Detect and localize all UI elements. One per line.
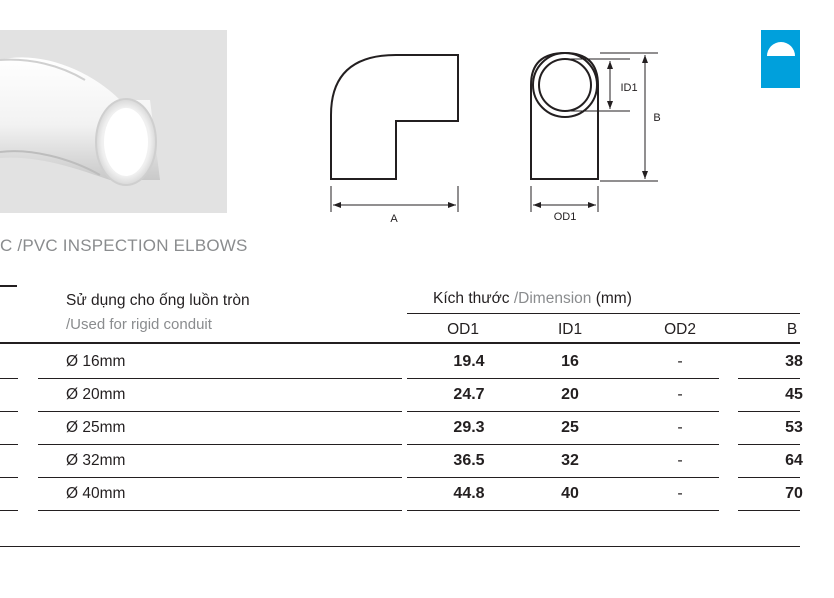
od1-value: 29.3 (453, 419, 485, 436)
label-od1: OD1 (553, 211, 577, 223)
conduit-size: Ø 32mm (66, 452, 126, 469)
od1-value: 19.4 (453, 353, 485, 370)
label-a: A (390, 213, 398, 225)
dimension-header-en: /Dimension (513, 290, 592, 307)
od2-value: - (677, 386, 683, 403)
conduit-size: Ø 20mm (66, 386, 126, 403)
row-divider (38, 510, 402, 511)
id1-value: 16 (561, 353, 579, 370)
b-value: 64 (785, 452, 803, 469)
table-row (0, 477, 803, 510)
table-row (0, 345, 803, 378)
table-row (0, 411, 803, 444)
od2-value: - (677, 419, 683, 436)
id1-value: 25 (561, 419, 579, 436)
technical-drawing (0, 0, 800, 230)
row-divider (407, 510, 719, 511)
conduit-size: Ø 40mm (66, 485, 126, 502)
id1-value: 20 (561, 386, 579, 403)
od2-value: - (677, 485, 683, 502)
row-divider (738, 510, 800, 511)
od1-value: 44.8 (453, 485, 485, 502)
od2-value: - (677, 452, 683, 469)
column-header-b: B (786, 321, 798, 338)
dimension-header-vi: Kích thước (433, 290, 510, 307)
dimension-unit: (mm) (595, 290, 632, 307)
column-header-od1: OD1 (447, 321, 479, 338)
id1-value: 40 (561, 485, 579, 502)
table-row (0, 378, 803, 411)
usage-header-vi: Sử dụng cho ống luồn tròn (66, 292, 250, 309)
od1-value: 24.7 (453, 386, 485, 403)
elbow-side-view (331, 55, 458, 179)
id1-value: 32 (561, 452, 579, 469)
b-value: 45 (785, 386, 803, 403)
table-header-divider (0, 342, 800, 344)
b-value: 70 (785, 485, 803, 502)
column-header-od2: OD2 (664, 321, 696, 338)
row-divider (0, 510, 18, 511)
table-row (0, 444, 803, 477)
conduit-size: Ø 16mm (66, 353, 126, 370)
b-value: 53 (785, 419, 803, 436)
section-tab (761, 30, 800, 88)
conduit-size: Ø 25mm (66, 419, 126, 436)
usage-header-en: /Used for rigid conduit (66, 316, 212, 333)
conduit-section-icon (761, 30, 800, 88)
column-header-id1: ID1 (557, 321, 583, 338)
table-top-marker (0, 285, 17, 287)
table-bottom-divider (0, 546, 800, 547)
dimension-header (433, 290, 632, 308)
dimension-header-divider (407, 313, 800, 314)
od2-value: - (677, 353, 683, 370)
label-id1: ID1 (620, 82, 638, 94)
label-b: B (653, 112, 661, 124)
section-title: C /PVC INSPECTION ELBOWS (0, 236, 248, 255)
od1-value: 36.5 (453, 452, 485, 469)
b-value: 38 (785, 353, 803, 370)
